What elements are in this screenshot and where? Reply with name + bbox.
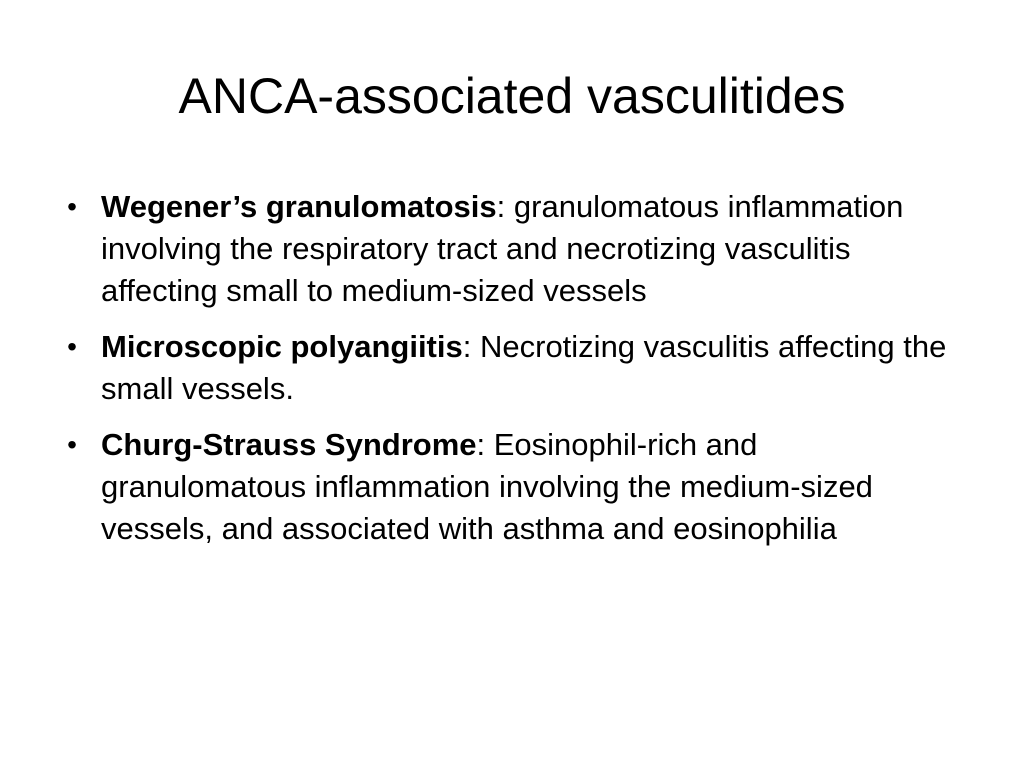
bullet-item-churg-strauss-syndrome xyxy=(62,424,962,550)
bullet-icon: • xyxy=(67,191,77,222)
bullet-term: Microscopic polyangiitis xyxy=(101,329,463,364)
bullet-separator: : xyxy=(462,329,472,364)
bullet-icon: • xyxy=(67,429,77,460)
bullet-item-wegeners-granulomatosis xyxy=(62,186,962,312)
bullet-definition: Necrotizing vasculitis affecting the small vessels. xyxy=(101,329,947,406)
bullet-definition: granulomatous inflammation involving the respiratory tract and necrotizing vasculitis affecting small to medium-sized vessels xyxy=(101,189,904,308)
bullet-icon: • xyxy=(67,331,77,362)
bullet-separator: : xyxy=(476,427,486,462)
bullet-term: Churg-Strauss Syndrome xyxy=(101,427,477,462)
bullet-term: Wegener’s granulomatosis xyxy=(101,189,497,224)
bullet-item-microscopic-polyangiitis xyxy=(62,326,962,410)
slide-title: ANCA-associated vasculitides xyxy=(178,68,846,124)
bullet-list xyxy=(62,186,962,564)
bullet-definition: Eosinophil-rich and granulomatous inflammation involving the medium-sized vessels, and associated with asthma and eosinophilia xyxy=(101,427,873,546)
bullet-separator: : xyxy=(496,189,506,224)
